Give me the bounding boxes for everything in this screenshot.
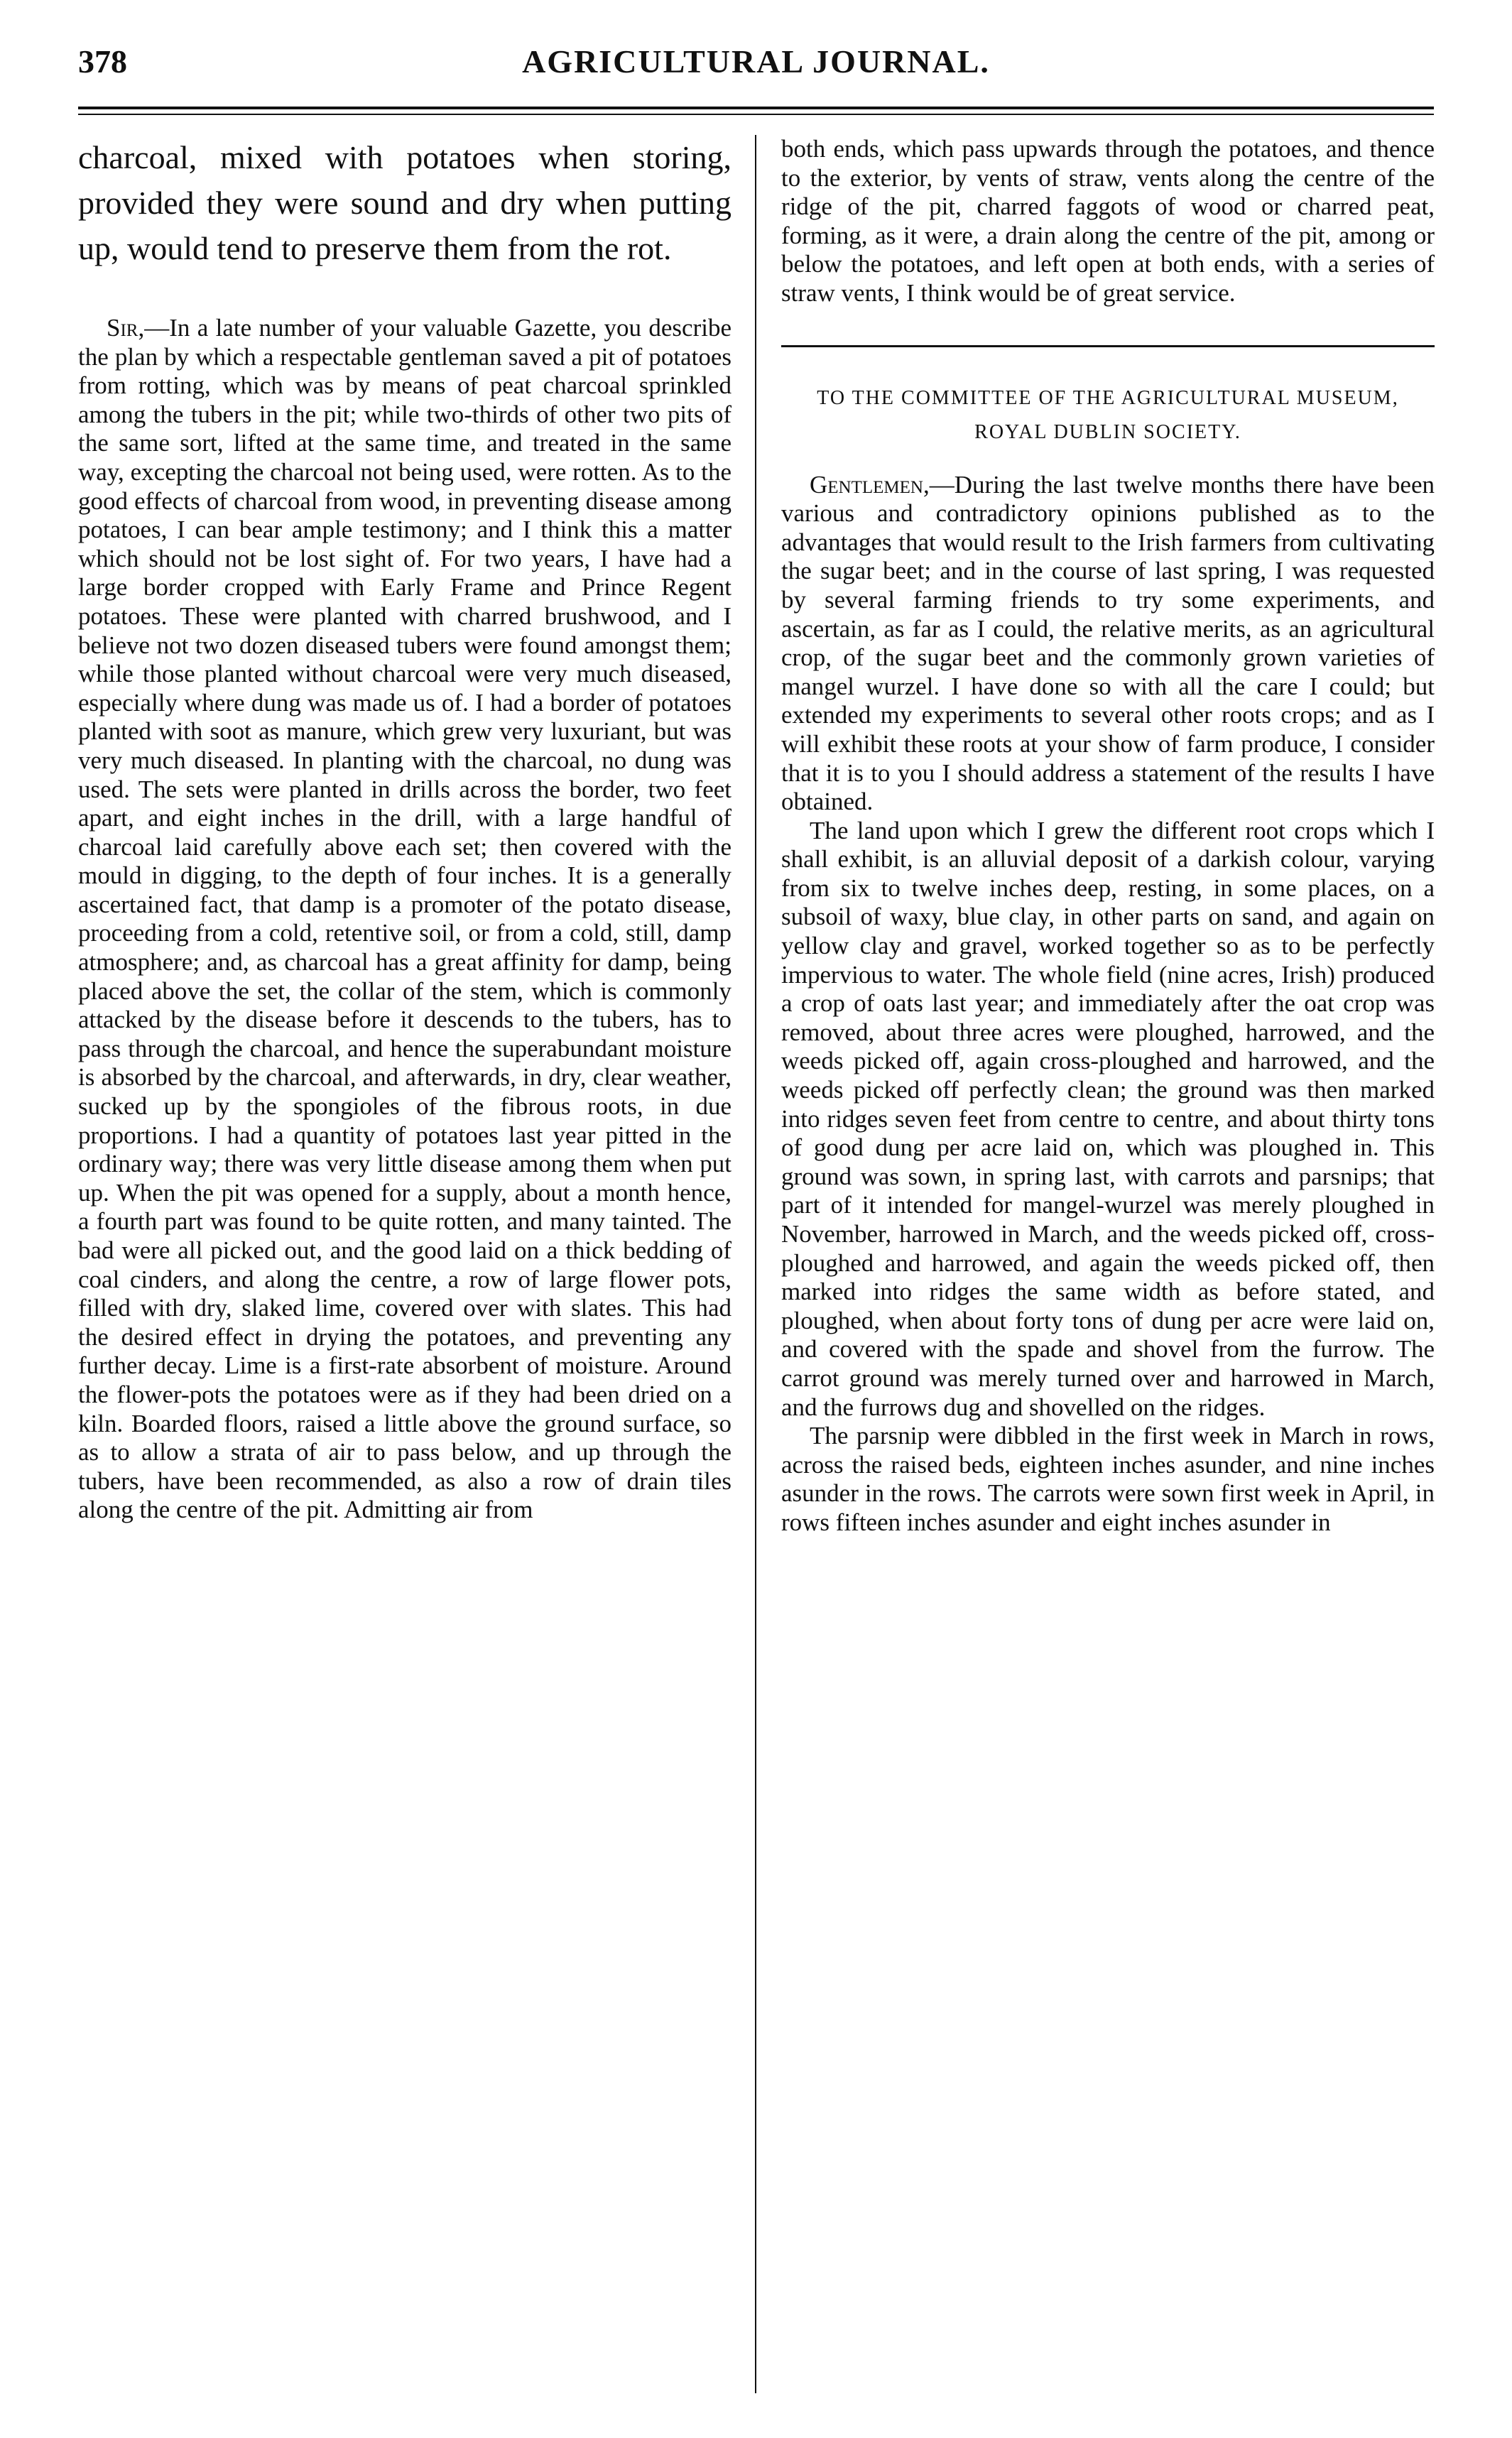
page-number: 378	[78, 43, 127, 80]
column-divider	[755, 135, 756, 2393]
section-rule	[781, 345, 1435, 347]
page-header	[78, 43, 1434, 99]
header-rule-thin	[78, 114, 1434, 115]
paragraph-3: The parsnip were dibbled in the first week in March in rows, across the raised beds, eighteen inches asunder, and nine inches asunder in the rows. The carrots were sown first week in April, in rows fifteen inches asunder and eight inches asunder in	[781, 1422, 1435, 1536]
right-column	[781, 135, 1435, 1538]
continuation-paragraph: both ends, which pass upwards through the potatoes, and thence to the exterior, by vents of straw, vents along the centre of the ridge of the pit, charred faggots of wood or charred peat, forming, as it were, a drain along the centre of the pit, among or below the potatoes, and left open at both ends, with a series of straw vents, I think would be of great service.	[781, 135, 1435, 307]
letter-paragraph	[78, 314, 731, 1525]
header-rule	[78, 107, 1434, 109]
letter-heading: TO THE COMMITTEE OF THE AGRICULTURAL MUSEUM, ROYAL DUBLIN SOCIETY.	[817, 386, 1399, 443]
paragraph-1	[781, 471, 1435, 817]
left-column	[78, 135, 731, 1525]
running-title: AGRICULTURAL JOURNAL.	[522, 43, 990, 80]
letter-body: —In a late number of your valuable Gazette, you describe the plan by which a respectable gentleman saved a pit of potatoes from rotting, which was by means of peat charcoal sprinkled among the tubers in the pit; while two-thirds of other two pits of the same sort, lifted at the same time, and treated in the same way, excepting the charcoal not being used, were rotten. As to the good effects of charcoal from wood, in preventing disease among potatoes, I can bear ample testimony; and I think this a matter which should not be lost sight of. For two years, I have had a large border cropped with Early Frame and Prince Regent potatoes. These were planted with charred brushwood, and I believe not two dozen diseased tubers were found amongst them; while those planted without charcoal were very much diseased, especially where dung was made us of. I had a border of potatoes planted with soot as manure, which grew very luxuriant, but was very much diseased. In planting with the charcoal, no dung was used. The sets were planted in drills across the border, two feet apart, and eight inches in the drill, with a large handful of charcoal laid carefully above each set; then covered with the mould in digging, to the depth of four inches. It is a generally ascertained fact, that damp is a promoter of the potato disease, proceeding from a cold, retentive soil, or from a cold, still, damp atmosphere; and, as charcoal has a great affinity for damp, being placed above the set, the collar of the stem, which is commonly attacked by the disease before it descends to the tubers, has to pass through the charcoal, and hence the superabundant moisture is absorbed by the charcoal, and afterwards, in dry, clear weather, sucked up by the spongioles of the fibrous roots, in due proportions. I had a quantity of potatoes last year pitted in the ordinary way; there was very little disease among them when put up. When the pit was opened for a supply, about a month hence, a fourth part was found to be quite rotten, and many tainted. The bad were all picked out, and the good laid on a thick bedding of coal cinders, and along the centre, a row of large flower pots, filled with dry, slaked lime, covered over with slates. This had the desired effect in drying the potatoes, and preventing any further decay. Lime is a first-rate absorbent of moisture. Around the flower-pots the potatoes were as if they had been dried on a kiln. Boarded floors, raised a little above the ground surface, so as to allow a strata of air to pass below, and up through the tubers, have been recommended, as also a row of drain tiles along the centre of the pit. Admitting air from	[78, 314, 731, 1524]
paragraph-1-body: —During the last twelve months there have been various and contradictory opinions published as to the advantages that would result to the Irish farmers from cultivating the sugar beet; and in the course of last spring, I was requested by several farming friends to try some experiments, and ascertain, as far as I could, the relative merits, as an agricultural crop, of the sugar beet and the commonly grown varieties of mangel wurzel. I have done so with all the care I could; but extended my experiments to several other roots crops; and as I will exhibit these roots at your show of farm produce, I consider that it is to you I should address a statement of the results I have obtained.	[781, 470, 1435, 816]
letter-salutation: Sir,	[107, 314, 145, 342]
paragraph-2: The land upon which I grew the different root crops which I shall exhibit, is an alluvial deposit of a darkish colour, varying from six to twelve inches deep, resting, in some places, on a subsoil of waxy, blue clay, in other parts on sand, and again on yellow clay and gravel, worked together so as to be perfectly impervious to water. The whole field (nine acres, Irish) produced a crop of oats last year; and immediately after the oat crop was removed, about three acres were ploughed, harrowed, and the weeds picked off, again cross-ploughed and harrowed, and the weeds picked off perfectly clean; the ground was then marked into ridges seven feet from centre to centre, and about thirty tons of good dung per acre laid on, which was ploughed in. This ground was sown, in spring last, with carrots and parsnips; that part of it intended for mangel-wurzel was merely ploughed in November, harrowed in March, and the weeds picked off, cross-ploughed and harrowed, and again the weeds picked off, then marked into ridges the same width as before stated, and ploughed, when about forty tons of dung per acre were laid on, and covered with the spade and shovel from the furrow. The carrot ground was merely turned over and harrowed in March, and the furrows dug and shovelled on the ridges.	[781, 816, 1435, 1421]
salutation: Gentlemen,	[810, 470, 930, 499]
lead-paragraph: charcoal, mixed with potatoes when storing, provided they were sound and dry when putting up, would tend to preserve them from the rot.	[78, 139, 731, 266]
